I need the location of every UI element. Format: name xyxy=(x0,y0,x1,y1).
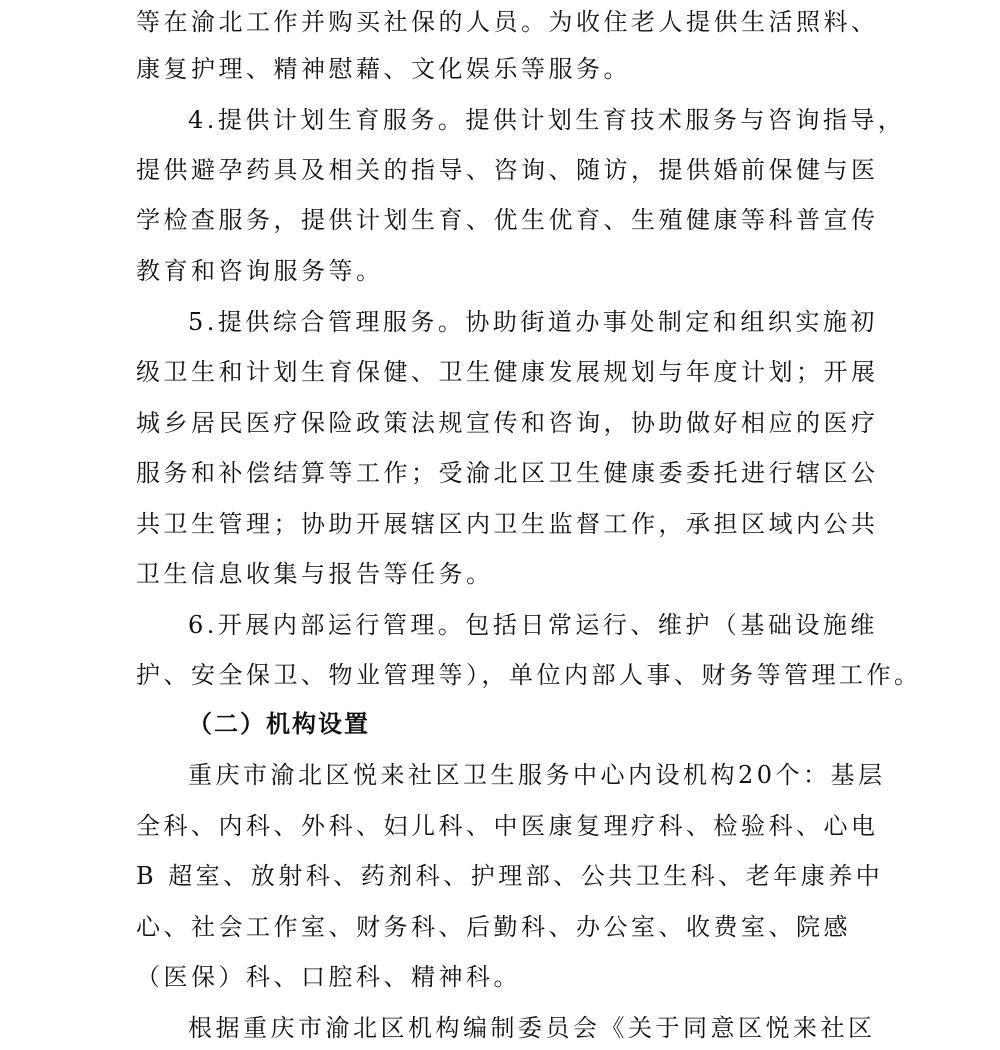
text-line: 级卫生和计划生育保健、卫生健康发展规划与年度计划；开展 xyxy=(136,358,879,386)
text-line: 共卫生管理；协助开展辖区内卫生监督工作，承担区域内公共 xyxy=(136,510,879,538)
text-line: 教育和咨询服务等。 xyxy=(136,257,384,285)
paragraph-start-line: 6.开展内部运行管理。包括日常运行、维护（基础设施维 xyxy=(188,611,878,639)
text-line: 卫生信息收集与报告等任务。 xyxy=(136,560,494,588)
text-line: B 超室、放射科、药剂科、护理部、公共卫生科、老年康养中 xyxy=(136,862,884,890)
text-line: 服务和补偿结算等工作；受渝北区卫生健康委委托进行辖区公 xyxy=(136,459,879,487)
section-heading: （二）机构设置 xyxy=(188,709,370,738)
text-line: 全科、内科、外科、妇儿科、中医康复理疗科、检验科、心电 xyxy=(136,812,879,840)
paragraph-start-line: 4.提供计划生育服务。提供计划生育技术服务与咨询指导， xyxy=(188,106,906,134)
text-line: 城乡居民医疗保险政策法规宣传和咨询，协助做好相应的医疗 xyxy=(136,409,879,437)
text-line: 等在渝北工作并购买社保的人员。为收住老人提供生活照料、 xyxy=(136,8,879,36)
text-line: （医保）科、口腔科、精神科。 xyxy=(136,963,521,991)
paragraph-start-line: 根据重庆市渝北区机构编制委员会《关于同意区悦来社区 xyxy=(188,1014,876,1042)
text-line: 心、社会工作室、财务科、后勤科、办公室、收费室、院感 xyxy=(136,913,851,941)
paragraph-start-line: 5.提供综合管理服务。协助街道办事处制定和组织实施初 xyxy=(188,308,878,336)
text-line: 学检查服务，提供计划生育、优生优育、生殖健康等科普宣传 xyxy=(136,206,879,234)
paragraph-start-line: 重庆市渝北区悦来社区卫生服务中心内设机构20个：基层 xyxy=(188,761,886,789)
text-line: 护、安全保卫、物业管理等），单位内部人事、财务等管理工作。 xyxy=(136,661,922,689)
text-line: 康复护理、精神慰藉、文化娱乐等服务。 xyxy=(136,55,631,83)
text-line: 提供避孕药具及相关的指导、咨询、随访，提供婚前保健与医 xyxy=(136,156,879,184)
